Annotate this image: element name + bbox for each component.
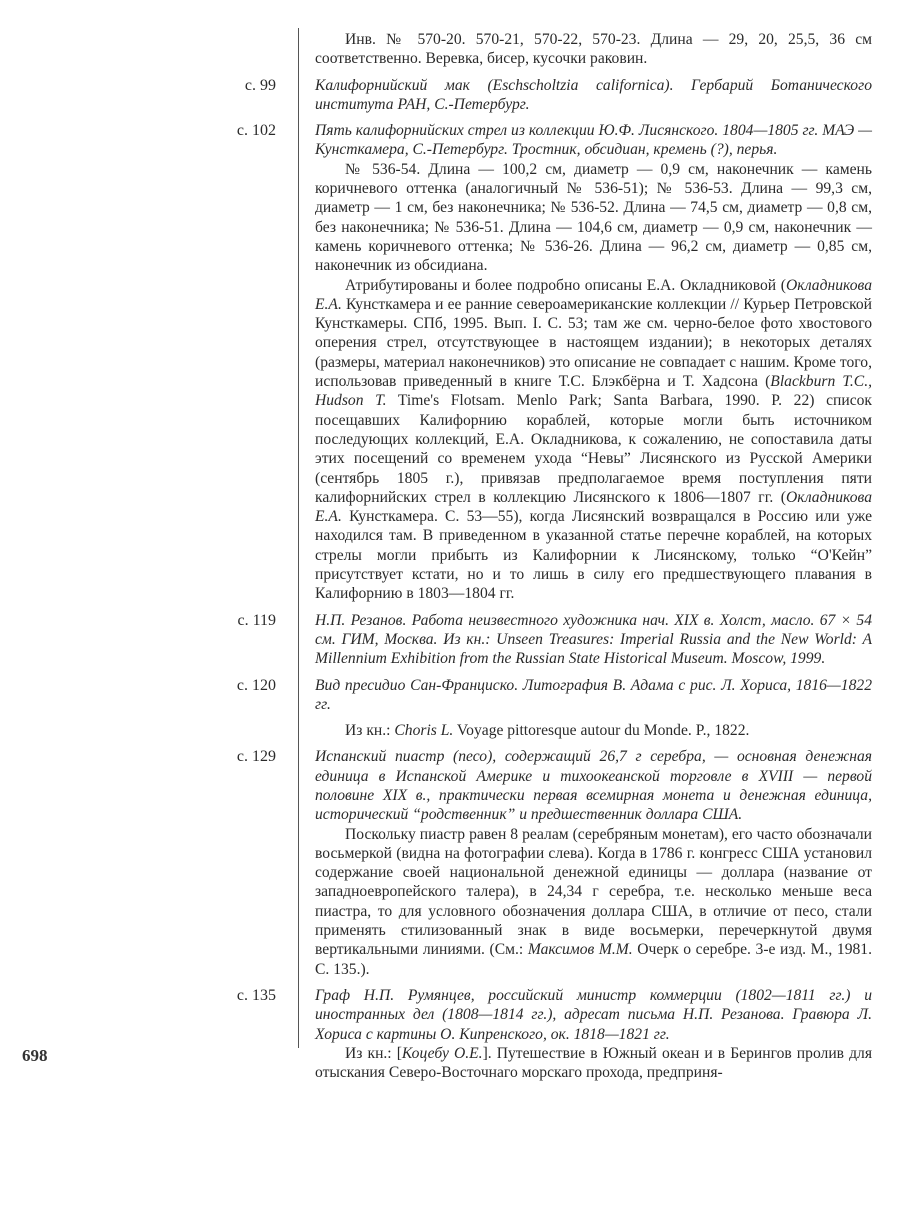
text: Очерк о серебре. 3-е изд. М., 1981. С. 135.). bbox=[315, 941, 872, 978]
note-paragraph bbox=[315, 986, 872, 1044]
text: Из кн.: [ bbox=[345, 1044, 402, 1062]
page-reference: с. 135 bbox=[236, 986, 276, 1004]
note-body bbox=[315, 986, 872, 1082]
note-entry bbox=[0, 30, 899, 69]
note-body bbox=[315, 76, 872, 115]
notes-list bbox=[0, 30, 899, 1089]
italic-text: Коцебу О.Е. bbox=[401, 1044, 483, 1062]
note-body bbox=[315, 30, 872, 69]
note-paragraph bbox=[315, 76, 872, 115]
italic-text: Максимов М.М. bbox=[527, 941, 633, 959]
text: № 536-54. Длина — 100,2 см, диаметр — 0,9 см, наконечник — камень коричневого оттенка (аналогичный № 536-51); № 536-53. Длина — 99,3 см, диаметр — 1 см, без наконечника; № 536-52. Длина — 74,5 см, диаметр — 0,8 см, без наконечника; № 536-51. Длина — 104,6 см, диаметр — 0,9 см, наконечник — камень коричневого оттенка; № 536-26. Длина — 96,2 см, диаметр — 0,85 см, наконечник из обсидиана. bbox=[315, 160, 872, 275]
italic-text: Калифорнийский мак (Eschscholtzia californica). Гербарий Ботанического института РАН, С.-Петербург. bbox=[315, 76, 872, 113]
text: Time's Flotsam. Menlo Park; Santa Barbara, 1990. P. 22) список посещавших Калифорнию кораблей, которые могли быть источником последующих коллекций, Е.А. Окладникова, к сожалению, не сопоставила даты этих посещений со временем ухода “Невы” Лисянского из Русской Америки (сентябрь 1805 г.), привязав предполагаемое время поступления пяти калифорнийских стрел в коллекцию Лисянского к 1806—1807 гг. ( bbox=[315, 392, 872, 506]
page-reference: с. 129 bbox=[236, 748, 276, 766]
page-number: 698 bbox=[22, 1046, 48, 1065]
note-entry bbox=[0, 676, 899, 741]
page-reference: с. 119 bbox=[237, 611, 276, 629]
italic-text: Choris L. bbox=[394, 722, 454, 740]
text: Атрибутированы и более подробно описаны Е.А. Окладниковой ( bbox=[345, 276, 786, 294]
note-paragraph bbox=[315, 121, 872, 160]
italic-text: Пять калифорнийских стрел из коллекции Ю.Ф. Лисянского. 1804—1805 гг. МАЭ — Кунсткамера, С.-Петербург. Тростник, обсидиан, кремень (?), перья. bbox=[315, 122, 872, 159]
italic-text: Окладникова Е.А. bbox=[315, 488, 872, 526]
italic-text: Н.П. Резанов. Работа неизвестного художника нач. XIX в. Холст, масло. 67 × 54 см. ГИМ, Москва. Из кн.: Unseen Treasures: Imperial Russia and the New World: A Millennium Exhibition from the Russian State Historical Museum. Moscow, 1999. bbox=[315, 611, 872, 668]
note-entry bbox=[0, 76, 899, 115]
note-entry bbox=[0, 747, 899, 979]
note-paragraph bbox=[315, 747, 872, 824]
note-body bbox=[315, 676, 872, 741]
page-reference: с. 102 bbox=[236, 122, 276, 140]
italic-text: Испанский пиастр (песо), содержащий 26,7 г серебра, — основная денежная единица в Испанской Америке и тихоокеанской торговле в XVIII — первой половине XIX в., практически первая всемирная монета и денежная единица, исторический “родственник” и предшественник доллара США. bbox=[315, 748, 872, 824]
note-paragraph bbox=[315, 611, 872, 669]
note-paragraph bbox=[315, 825, 872, 979]
text: Из кн.: bbox=[345, 722, 395, 740]
page-reference: с. 99 bbox=[244, 76, 276, 94]
note-paragraph bbox=[315, 276, 872, 604]
text: Поскольку пиастр равен 8 реалам (серебряным монетам), его часто обозначали восьмеркой (видна на фотографии слева). Когда в 1786 г. конгресс США установил содержание своей национальной денежной единицы — доллара (название от западноевропейского талера), в 24,34 г серебра, т.е. несколько меньше веса пиастра, то для условного обозначения доллара США, в отличие от песо, стали применять стилизованный знак в виде восьмерки, перечеркнутой двумя вертикальными линиями. (См.: bbox=[315, 825, 872, 959]
italic-text: Blackburn T.C., Hudson T. bbox=[315, 373, 873, 410]
note-entry bbox=[0, 611, 899, 669]
text: Voyage pittoresque autour du Monde. P., 1822. bbox=[453, 722, 750, 740]
note-entry bbox=[0, 986, 899, 1082]
text: Инв. № 570-20. 570-21, 570-22, 570-23. Длина — 29, 20, 25,5, 36 см соответственно. Веревка, бисер, кусочки раковин. bbox=[315, 31, 872, 68]
text: Кунсткамера и ее ранние североамериканские коллекции // Курьер Петровской Кунсткамеры. СПб, 1995. Вып. I. С. 53; там же см. черно-белое фото хвостового оперения стрел, отсутствующее в настоящем издании); в некоторых деталях (размеры, материал наконечников) это описание не совпадает с нашим. Кроме того, использовав приведенный в книге Т.С. Блэкбёрна и Т. Хадсона ( bbox=[315, 295, 872, 391]
note-body bbox=[315, 121, 872, 603]
page-reference: с. 120 bbox=[236, 676, 276, 694]
note-paragraph bbox=[315, 160, 872, 276]
note-body bbox=[315, 747, 872, 979]
note-body bbox=[315, 611, 872, 669]
note-paragraph bbox=[315, 721, 872, 740]
italic-text: Граф Н.П. Румянцев, российский министр коммерции (1802—1811 гг.) и иностранных дел (1808—1814 гг.), адресат письма Н.П. Резанова. Гравюра Л. Хориса с картины О. Кипренского, ок. 1818—1821 гг. bbox=[315, 986, 872, 1043]
note-paragraph bbox=[315, 676, 872, 715]
italic-text: Окладникова Е.А. bbox=[315, 276, 872, 313]
text: Кунсткамера. С. 53—55), когда Лисянский возвращался в Россию или уже находился там. В приведенном в указанной статье перечне кораблей, на которых стрелы могли прибыть из Калифорнии к Лисянскому, только “О'Кейн” присутствует кстати, но и то лишь в силу его предшествующего плавания в Калифорнию в 1803—1804 гг. bbox=[315, 508, 872, 603]
text: ]. Путешествие в Южный океан и в Берингов пролив для отыскания Северо-Восточнаго морскаго прохода, предприня- bbox=[315, 1044, 872, 1082]
note-paragraph bbox=[315, 30, 872, 69]
italic-text: Вид пресидио Сан-Франциско. Литография В. Адама с рис. Л. Хориса, 1816—1822 гг. bbox=[315, 676, 872, 713]
note-entry bbox=[0, 121, 899, 603]
note-paragraph bbox=[315, 1044, 872, 1083]
